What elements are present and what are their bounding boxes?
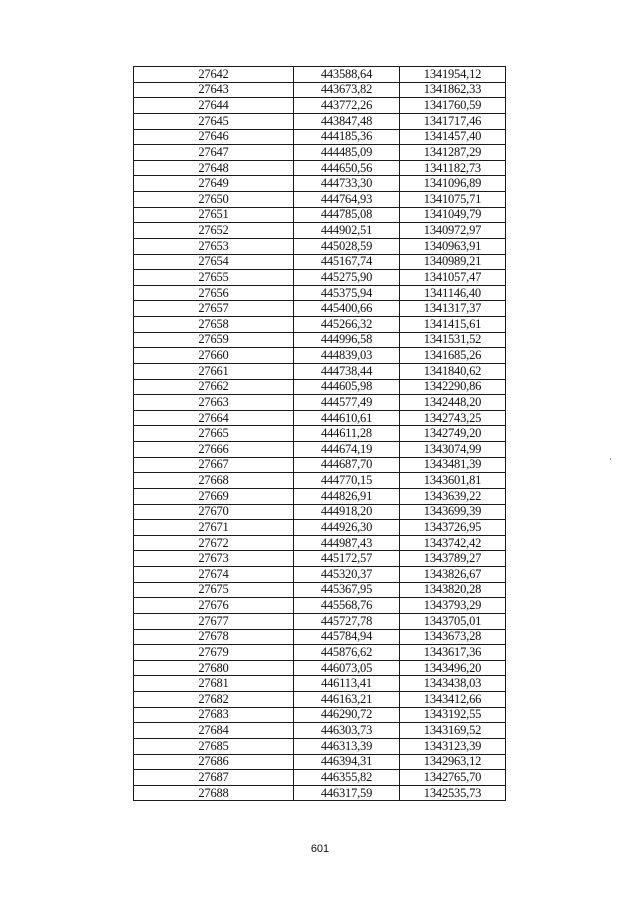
x-coordinate-cell: 444770,15	[294, 473, 400, 489]
point-number-cell: 27648	[134, 160, 294, 176]
y-coordinate-cell: 1343481,39	[400, 457, 506, 473]
y-coordinate-cell: 1341057,47	[400, 270, 506, 286]
table-row	[134, 317, 506, 333]
table-row	[134, 551, 506, 567]
x-coordinate-cell: 446355,82	[294, 770, 400, 786]
x-coordinate-cell: 444650,56	[294, 160, 400, 176]
y-coordinate-cell: 1343412,66	[400, 692, 506, 708]
y-coordinate-cell: 1340963,91	[400, 238, 506, 254]
table-row	[134, 723, 506, 739]
point-number-cell: 27674	[134, 567, 294, 583]
y-coordinate-cell: 1343789,27	[400, 551, 506, 567]
table-row	[134, 207, 506, 223]
y-coordinate-cell: 1343123,39	[400, 738, 506, 754]
y-coordinate-cell: 1341954,12	[400, 67, 506, 83]
table-row	[134, 348, 506, 364]
point-number-cell: 27644	[134, 98, 294, 114]
table-row	[134, 332, 506, 348]
table-row	[134, 113, 506, 129]
point-number-cell: 27688	[134, 785, 294, 801]
table-row	[134, 442, 506, 458]
table-row	[134, 738, 506, 754]
y-coordinate-cell: 1343617,36	[400, 645, 506, 661]
y-coordinate-cell: 1341317,37	[400, 301, 506, 317]
point-number-cell: 27642	[134, 67, 294, 83]
y-coordinate-cell: 1341760,59	[400, 98, 506, 114]
point-number-cell: 27663	[134, 395, 294, 411]
x-coordinate-cell: 446317,59	[294, 785, 400, 801]
x-coordinate-cell: 445172,57	[294, 551, 400, 567]
table-row	[134, 82, 506, 98]
table-row	[134, 145, 506, 161]
point-number-cell: 27670	[134, 504, 294, 520]
point-number-cell: 27665	[134, 426, 294, 442]
x-coordinate-cell: 445028,59	[294, 238, 400, 254]
table-row	[134, 160, 506, 176]
point-number-cell: 27679	[134, 645, 294, 661]
table-row	[134, 598, 506, 614]
point-number-cell: 27672	[134, 535, 294, 551]
point-number-cell: 27652	[134, 223, 294, 239]
x-coordinate-cell: 444918,20	[294, 504, 400, 520]
y-coordinate-cell: 1343726,95	[400, 520, 506, 536]
x-coordinate-cell: 445568,76	[294, 598, 400, 614]
point-number-cell: 27646	[134, 129, 294, 145]
y-coordinate-cell: 1342765,70	[400, 770, 506, 786]
y-coordinate-cell: 1343169,52	[400, 723, 506, 739]
point-number-cell: 27676	[134, 598, 294, 614]
table-row	[134, 395, 506, 411]
y-coordinate-cell: 1342535,73	[400, 785, 506, 801]
table-row	[134, 192, 506, 208]
x-coordinate-cell: 444185,36	[294, 129, 400, 145]
y-coordinate-cell: 1341049,79	[400, 207, 506, 223]
point-number-cell: 27657	[134, 301, 294, 317]
point-number-cell: 27647	[134, 145, 294, 161]
table-row	[134, 270, 506, 286]
point-number-cell: 27662	[134, 379, 294, 395]
point-number-cell: 27656	[134, 285, 294, 301]
y-coordinate-cell: 1343438,03	[400, 676, 506, 692]
point-number-cell: 27661	[134, 363, 294, 379]
table-row	[134, 645, 506, 661]
table-row	[134, 707, 506, 723]
page-number: 601	[310, 843, 330, 855]
table-row	[134, 629, 506, 645]
x-coordinate-cell: 445375,94	[294, 285, 400, 301]
table-row	[134, 660, 506, 676]
y-coordinate-cell: 1343496,20	[400, 660, 506, 676]
table-row	[134, 567, 506, 583]
point-number-cell: 27685	[134, 738, 294, 754]
y-coordinate-cell: 1341182,73	[400, 160, 506, 176]
x-coordinate-cell: 444764,93	[294, 192, 400, 208]
table-row	[134, 410, 506, 426]
x-coordinate-cell: 445167,74	[294, 254, 400, 270]
point-number-cell: 27649	[134, 176, 294, 192]
y-coordinate-cell: 1343192,55	[400, 707, 506, 723]
y-coordinate-cell: 1340989,21	[400, 254, 506, 270]
table-row	[134, 457, 506, 473]
table-row	[134, 676, 506, 692]
table-row	[134, 426, 506, 442]
table-row	[134, 223, 506, 239]
x-coordinate-cell: 446303,73	[294, 723, 400, 739]
y-coordinate-cell: 1341415,61	[400, 317, 506, 333]
table-row	[134, 254, 506, 270]
point-number-cell: 27677	[134, 613, 294, 629]
y-coordinate-cell: 1342963,12	[400, 754, 506, 770]
x-coordinate-cell: 445784,94	[294, 629, 400, 645]
point-number-cell: 27653	[134, 238, 294, 254]
table-row	[134, 379, 506, 395]
x-coordinate-cell: 445400,66	[294, 301, 400, 317]
coordinates-table	[133, 66, 506, 801]
y-coordinate-cell: 1341457,40	[400, 129, 506, 145]
y-coordinate-cell: 1341685,26	[400, 348, 506, 364]
x-coordinate-cell: 444611,28	[294, 426, 400, 442]
table-row	[134, 285, 506, 301]
table-row	[134, 67, 506, 83]
x-coordinate-cell: 446113,41	[294, 676, 400, 692]
point-number-cell: 27681	[134, 676, 294, 692]
point-number-cell: 27671	[134, 520, 294, 536]
x-coordinate-cell: 444733,30	[294, 176, 400, 192]
x-coordinate-cell: 444996,58	[294, 332, 400, 348]
table-row	[134, 363, 506, 379]
x-coordinate-cell: 444687,70	[294, 457, 400, 473]
table-row	[134, 692, 506, 708]
y-coordinate-cell: 1341146,40	[400, 285, 506, 301]
x-coordinate-cell: 444839,03	[294, 348, 400, 364]
point-number-cell: 27687	[134, 770, 294, 786]
point-number-cell: 27654	[134, 254, 294, 270]
x-coordinate-cell: 445367,95	[294, 582, 400, 598]
point-number-cell: 27675	[134, 582, 294, 598]
point-number-cell: 27660	[134, 348, 294, 364]
y-coordinate-cell: 1342448,20	[400, 395, 506, 411]
table-row	[134, 785, 506, 801]
y-coordinate-cell: 1343639,22	[400, 488, 506, 504]
y-coordinate-cell: 1341287,29	[400, 145, 506, 161]
y-coordinate-cell: 1343826,67	[400, 567, 506, 583]
table-row	[134, 301, 506, 317]
point-number-cell: 27668	[134, 473, 294, 489]
table-row	[134, 488, 506, 504]
y-coordinate-cell: 1343074,99	[400, 442, 506, 458]
table-row	[134, 613, 506, 629]
x-coordinate-cell: 446313,39	[294, 738, 400, 754]
table-row	[134, 176, 506, 192]
x-coordinate-cell: 444738,44	[294, 363, 400, 379]
y-coordinate-cell: 1343601,81	[400, 473, 506, 489]
x-coordinate-cell: 446290,72	[294, 707, 400, 723]
point-number-cell: 27684	[134, 723, 294, 739]
x-coordinate-cell: 445727,78	[294, 613, 400, 629]
x-coordinate-cell: 443772,26	[294, 98, 400, 114]
x-coordinate-cell: 444674,19	[294, 442, 400, 458]
y-coordinate-cell: 1341840,62	[400, 363, 506, 379]
point-number-cell: 27686	[134, 754, 294, 770]
y-coordinate-cell: 1341075,71	[400, 192, 506, 208]
x-coordinate-cell: 444902,51	[294, 223, 400, 239]
y-coordinate-cell: 1341717,46	[400, 113, 506, 129]
point-number-cell: 27645	[134, 113, 294, 129]
table-row	[134, 535, 506, 551]
x-coordinate-cell: 445320,37	[294, 567, 400, 583]
point-number-cell: 27680	[134, 660, 294, 676]
x-coordinate-cell: 444485,09	[294, 145, 400, 161]
table-row	[134, 770, 506, 786]
table-row	[134, 238, 506, 254]
x-coordinate-cell: 446163,21	[294, 692, 400, 708]
x-coordinate-cell: 444926,30	[294, 520, 400, 536]
y-coordinate-cell: 1343705,01	[400, 613, 506, 629]
x-coordinate-cell: 443673,82	[294, 82, 400, 98]
y-coordinate-cell: 1343742,42	[400, 535, 506, 551]
point-number-cell: 27655	[134, 270, 294, 286]
table-row	[134, 473, 506, 489]
coordinates-table-body	[134, 67, 506, 801]
table-row	[134, 129, 506, 145]
point-number-cell: 27669	[134, 488, 294, 504]
y-coordinate-cell: 1340972,97	[400, 223, 506, 239]
x-coordinate-cell: 444826,91	[294, 488, 400, 504]
y-coordinate-cell: 1343793,29	[400, 598, 506, 614]
x-coordinate-cell: 444987,43	[294, 535, 400, 551]
table-row	[134, 582, 506, 598]
x-coordinate-cell: 444610,61	[294, 410, 400, 426]
y-coordinate-cell: 1342749,20	[400, 426, 506, 442]
x-coordinate-cell: 444577,49	[294, 395, 400, 411]
point-number-cell: 27651	[134, 207, 294, 223]
y-coordinate-cell: 1341531,52	[400, 332, 506, 348]
y-coordinate-cell: 1343673,28	[400, 629, 506, 645]
y-coordinate-cell: 1341096,89	[400, 176, 506, 192]
y-coordinate-cell: 1343820,28	[400, 582, 506, 598]
x-coordinate-cell: 446073,05	[294, 660, 400, 676]
x-coordinate-cell: 443588,64	[294, 67, 400, 83]
table-row	[134, 504, 506, 520]
y-coordinate-cell: 1342290,86	[400, 379, 506, 395]
point-number-cell: 27683	[134, 707, 294, 723]
point-number-cell: 27664	[134, 410, 294, 426]
x-coordinate-cell: 445876,62	[294, 645, 400, 661]
point-number-cell: 27666	[134, 442, 294, 458]
point-number-cell: 27682	[134, 692, 294, 708]
point-number-cell: 27658	[134, 317, 294, 333]
point-number-cell: 27667	[134, 457, 294, 473]
scan-speck	[610, 458, 611, 460]
point-number-cell: 27673	[134, 551, 294, 567]
table-row	[134, 520, 506, 536]
point-number-cell: 27678	[134, 629, 294, 645]
point-number-cell: 27659	[134, 332, 294, 348]
x-coordinate-cell: 444785,08	[294, 207, 400, 223]
point-number-cell: 27650	[134, 192, 294, 208]
y-coordinate-cell: 1343699,39	[400, 504, 506, 520]
x-coordinate-cell: 445266,32	[294, 317, 400, 333]
point-number-cell: 27643	[134, 82, 294, 98]
x-coordinate-cell: 446394,31	[294, 754, 400, 770]
x-coordinate-cell: 445275,90	[294, 270, 400, 286]
x-coordinate-cell: 444605,98	[294, 379, 400, 395]
table-row	[134, 754, 506, 770]
table-row	[134, 98, 506, 114]
y-coordinate-cell: 1341862,33	[400, 82, 506, 98]
x-coordinate-cell: 443847,48	[294, 113, 400, 129]
y-coordinate-cell: 1342743,25	[400, 410, 506, 426]
